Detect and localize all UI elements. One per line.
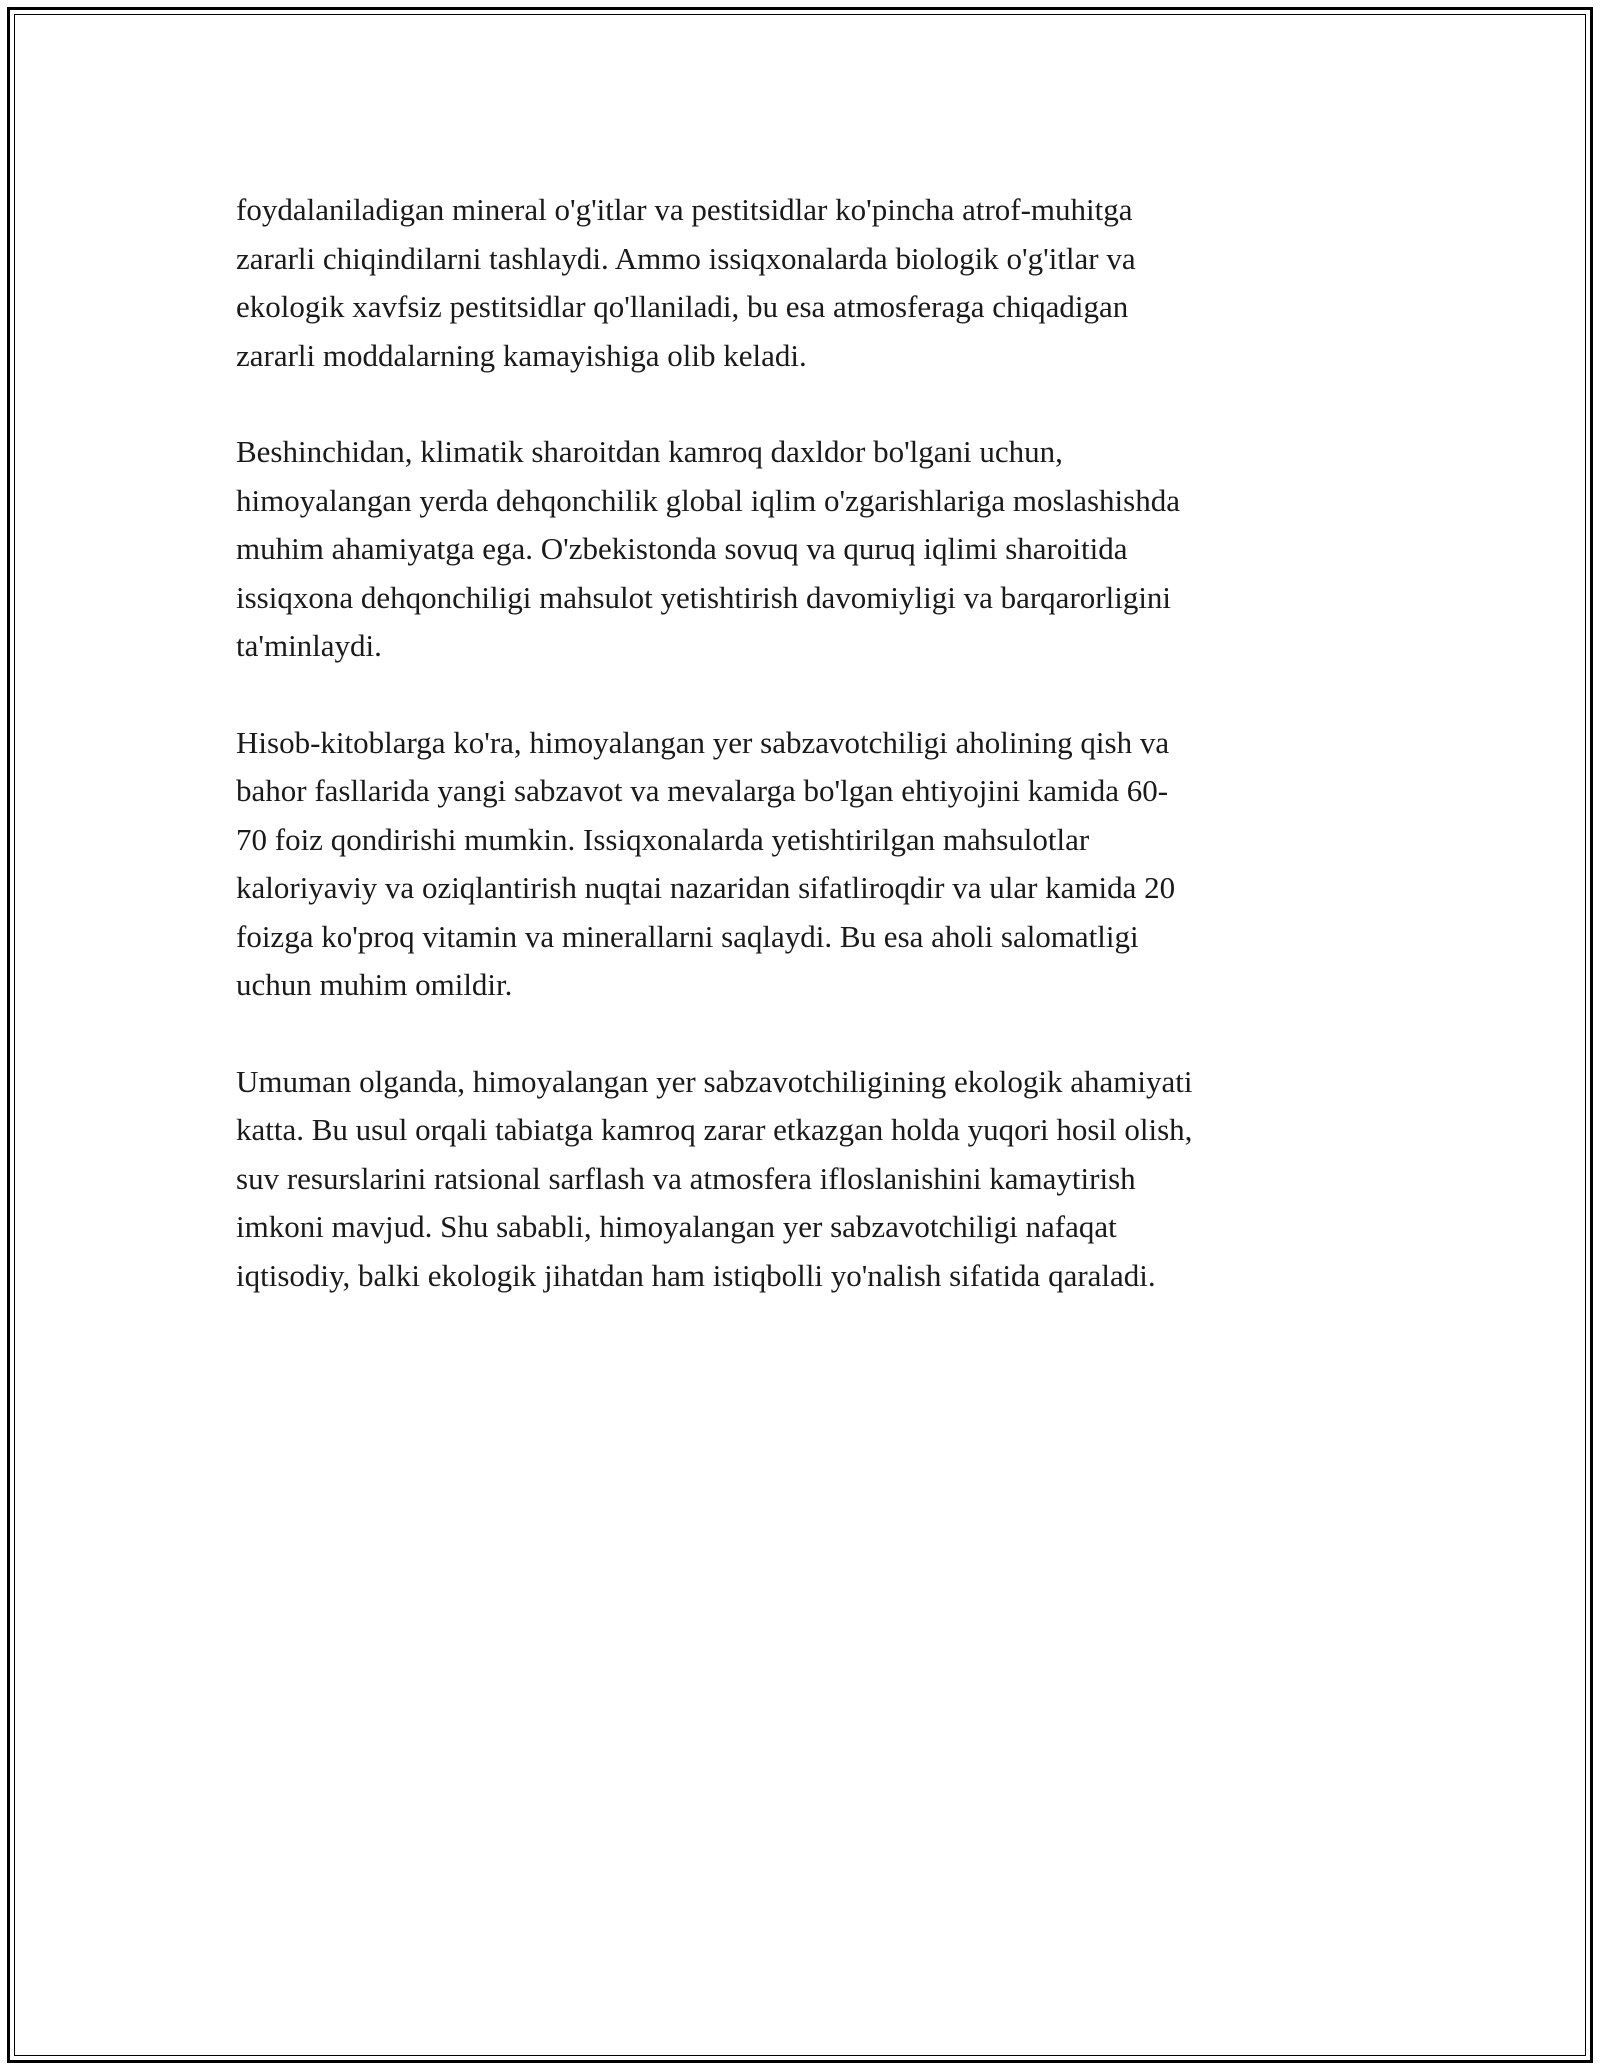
text-line: bahor fasllarida yangi sabzavot va mevalarga bo'lgan ehtiyojini kamida 60-	[236, 773, 1169, 808]
paragraph-1	[236, 186, 1376, 380]
paragraph-3	[236, 719, 1376, 1010]
text-line: Beshinchidan, klimatik sharoitdan kamroq daxldor bo'lgani uchun,	[236, 434, 1063, 469]
text-line: iqtisodiy, balki ekologik jihatdan ham istiqbolli yo'nalish sifatida qaraladi.	[236, 1257, 1156, 1293]
text-line: ta'minlaydi.	[236, 628, 382, 663]
text-line: issiqxona dehqonchiligi mahsulot yetishtirish davomiyligi va barqarorligini	[236, 579, 1172, 615]
document-body	[236, 186, 1376, 1348]
text-line: suv resurslarini ratsional sarflash va atmosfera ifloslanishini kamaytirish	[236, 1160, 1136, 1196]
text-line: ekologik xavfsiz pestitsidlar qo'llaniladi, bu esa atmosferaga chiqadigan	[236, 289, 1129, 324]
text-line: zararli chiqindilarni tashlaydi. Ammo issiqxonalarda biologik o'g'itlar va	[236, 240, 1136, 276]
text-line: foydalaniladigan mineral o'g'itlar va pestitsidlar ko'pincha atrof-muhitga	[236, 192, 1133, 227]
text-line: uchun muhim omildir.	[236, 967, 513, 1002]
paragraph-4	[236, 1058, 1376, 1301]
text-line: himoyalangan yerda dehqonchilik global iqlim o'zgarishlariga moslashishda	[236, 482, 1180, 518]
text-line: Hisob-kitoblarga ko'ra, himoyalangan yer sabzavotchiligi aholining qish va	[236, 724, 1170, 760]
paragraph-2	[236, 428, 1376, 671]
text-line: kaloriyaviy va oziqlantirish nuqtai nazaridan sifatliroqdir va ular kamida 20	[236, 870, 1176, 905]
text-line: muhim ahamiyatga ega. O'zbekistonda sovuq va quruq iqlimi sharoitida	[236, 531, 1128, 566]
text-line: imkoni mavjud. Shu sababli, himoyalangan yer sabzavotchiligi nafaqat	[236, 1209, 1117, 1244]
text-line: zararli moddalarning kamayishiga olib keladi.	[236, 337, 807, 373]
text-line: Umuman olganda, himoyalangan yer sabzavotchiligining ekologik ahamiyati	[236, 1063, 1193, 1099]
text-line: katta. Bu usul orqali tabiatga kamroq zarar etkazgan holda yuqori hosil olish,	[236, 1112, 1193, 1147]
text-line: 70 foiz qondirishi mumkin. Issiqxonalarda yetishtirilgan mahsulotlar	[236, 821, 1090, 857]
text-line: foizga ko'proq vitamin va minerallarni saqlaydi. Bu esa aholi salomatligi	[236, 918, 1139, 954]
